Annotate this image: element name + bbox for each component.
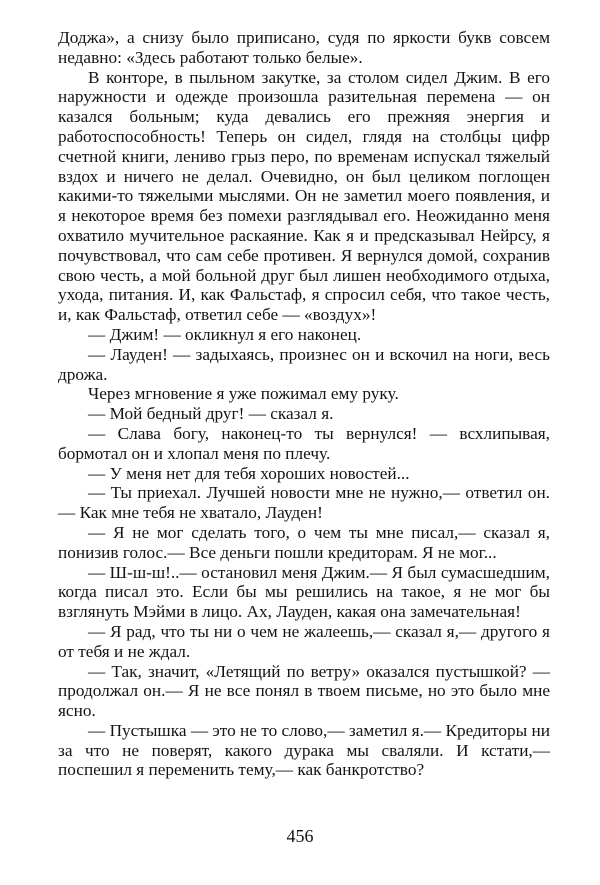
- paragraph-4: — Лауден! — задыхаясь, произнес он и вскочил на ноги, весь дрожа.: [58, 344, 550, 384]
- paragraph-6: — Мой бедный друг! — сказал я.: [88, 404, 334, 424]
- paragraph-10: — Я не мог сделать того, о чем ты мне писал,— сказал я, понизив голос.— Все деньги пошли кредиторам. Я не мог...: [58, 522, 550, 562]
- paragraph-7: — Слава богу, наконец-то ты вернулся! — всхлипывая, бормотал он и хлопал меня по плечу.: [58, 423, 550, 463]
- paragraph-1: Доджа», а снизу было приписано, судя по яркости букв совсем недавно: «Здесь работают только белые».: [58, 28, 550, 67]
- paragraph-12: — Я рад, что ты ни о чем не жалеешь,— сказал я,— другого я от тебя и не ждал.: [58, 621, 550, 661]
- paragraph-5: Через мгновение я уже пожимал ему руку.: [88, 384, 399, 404]
- paragraph-2: В конторе, в пыльном закутке, за столом сидел Джим. В его наружности и одежде произошла разительная перемена — он казался больным; куда девались его прежняя энергия и работоспособность! Теперь он сидел, глядя на столбцы цифр счетной книги, лениво грыз перо, по временам испускал тяжелый вздох и ничего не делал. Очевидно, он был целиком поглощен какими-то тяжелыми мыслями. Он не заметил моего появления, и я некоторое время без помехи разглядывал его. Неожиданно меня охватило мучительное раскаяние. Как я и предсказывал Нейрсу, я почувствовал, что сам себе противен. Я вернулся домой, сохранив свою честь, а мой больной друг был лишен необходимого отдыха, ухода, питания. И, как Фальстаф, я спросил себя, что такое честь, и, как Фальстаф, ответил себе — «воздух»!: [58, 67, 550, 325]
- paragraph-13: — Так, значит, «Летящий по ветру» оказался пустышкой? — продолжал он.— Я не все понял в твоем письме, но это было мне ясно.: [58, 661, 550, 721]
- page-number: 456: [286, 826, 314, 846]
- paragraph-14: — Пустышка — это не то слово,— заметил я.— Кредиторы ни за что не поверят, какого дурака мы сваляли. И кстати,— поспешил я переменить тему,— как банкротство?: [58, 720, 550, 780]
- book-page: [58, 28, 550, 780]
- paragraph-3: — Джим! — окликнул я его наконец.: [88, 324, 362, 344]
- paragraph-11: — Ш-ш-ш!..— остановил меня Джим.— Я был сумасшедшим, когда писал это. Если бы мы решились на такое, я не мог бы взглянуть Мэйми в лицо. Ах, Лауден, какая она замечательная!: [58, 562, 550, 622]
- paragraph-8: — У меня нет для тебя хороших новостей...: [88, 463, 410, 483]
- paragraph-9: — Ты приехал. Лучшей новости мне не нужно,— ответил он.— Как мне тебя не хватало, Лауден!: [58, 483, 550, 523]
